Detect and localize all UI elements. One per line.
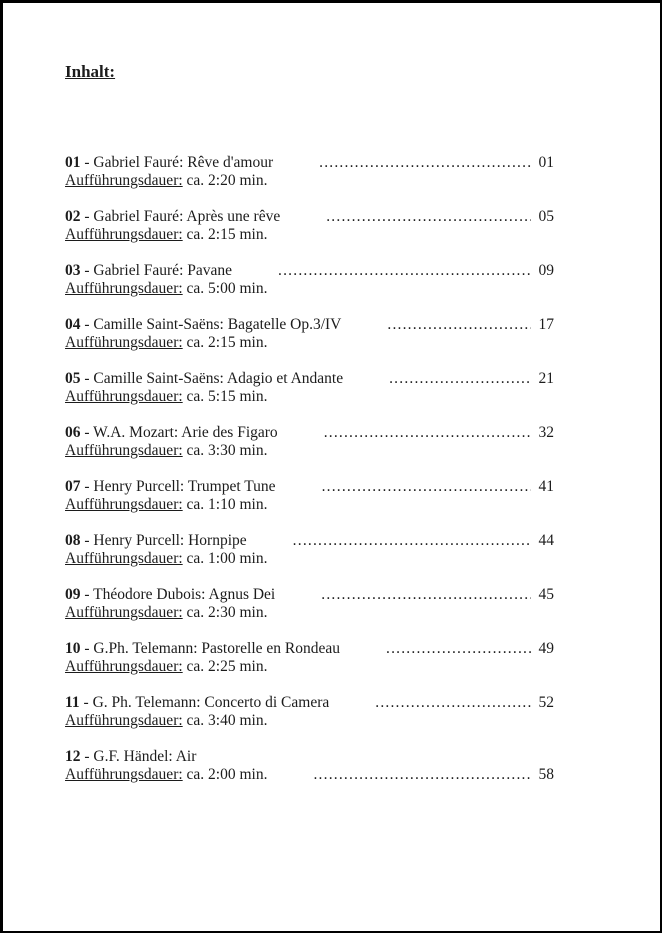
track-number: 10 [65, 640, 81, 657]
track-number: 03 [65, 262, 81, 279]
page-number: 49 [538, 640, 554, 657]
track-number: 11 [65, 694, 80, 711]
track-number: 07 [65, 478, 81, 495]
toc-entry-duration-line [65, 496, 554, 514]
page-number: 52 [538, 694, 554, 711]
separator: - [80, 316, 94, 333]
duration-value: ca. 1:00 min. [186, 550, 268, 567]
track-title-text [65, 424, 278, 442]
dot-leader [322, 478, 531, 496]
toc-list [65, 154, 554, 784]
dot-leader [386, 640, 531, 658]
duration-label: Aufführungsdauer: [65, 172, 183, 189]
duration-value: ca. 3:30 min. [186, 442, 268, 459]
duration-value: ca. 2:20 min. [186, 172, 268, 189]
page-number: 21 [538, 370, 554, 387]
separator: - [80, 478, 94, 495]
dot-leader [319, 154, 531, 172]
duration-label: Aufführungsdauer: [65, 658, 183, 675]
duration-text [65, 388, 267, 406]
track-number: 05 [65, 370, 81, 387]
separator: - [80, 586, 94, 603]
toc-entry-duration-line [65, 280, 554, 298]
track-title: Henry Purcell: Hornpipe [93, 532, 247, 549]
toc-entry-title-line [65, 424, 554, 442]
track-number: 09 [65, 586, 81, 603]
toc-entry-title-line [65, 694, 554, 712]
toc-entry-title-line [65, 154, 554, 172]
toc-entry-title-line [65, 262, 554, 280]
separator: - [80, 532, 94, 549]
track-title-text [65, 154, 273, 172]
duration-label: Aufführungsdauer: [65, 226, 183, 243]
toc-entry-title-line [65, 316, 554, 334]
track-title: Gabriel Fauré: Pavane [93, 262, 233, 279]
separator: - [80, 748, 94, 765]
duration-text [65, 334, 267, 352]
dot-leader [375, 694, 531, 712]
track-title-text [65, 532, 247, 550]
track-title: Gabriel Fauré: Après une rêve [93, 208, 281, 225]
duration-label: Aufführungsdauer: [65, 496, 183, 513]
separator: - [79, 694, 93, 711]
duration-text [65, 172, 267, 190]
duration-label: Aufführungsdauer: [65, 442, 183, 459]
duration-label: Aufführungsdauer: [65, 388, 183, 405]
track-title: Camille Saint-Saëns: Adagio et Andante [93, 370, 344, 387]
toc-entry-duration-line [65, 172, 554, 190]
duration-text [65, 658, 267, 676]
duration-label: Aufführungsdauer: [65, 280, 183, 297]
track-number: 06 [65, 424, 81, 441]
track-number: 12 [65, 748, 81, 765]
duration-value: ca. 2:15 min. [186, 226, 268, 243]
track-title-text [65, 640, 340, 658]
track-number: 04 [65, 316, 81, 333]
toc-entry [65, 154, 554, 190]
duration-label: Aufführungsdauer: [65, 604, 183, 621]
toc-entry [65, 262, 554, 298]
dot-leader [321, 586, 531, 604]
track-title: Henry Purcell: Trumpet Tune [93, 478, 276, 495]
toc-entry-duration-line [65, 766, 554, 784]
track-title: G.F. Händel: Air [93, 748, 197, 765]
duration-value: ca. 2:25 min. [186, 658, 268, 675]
toc-entry-title-line [65, 370, 554, 388]
toc-entry [65, 424, 554, 460]
separator: - [80, 424, 94, 441]
duration-value: ca. 1:10 min. [186, 496, 268, 513]
track-title: Gabriel Fauré: Rêve d'amour [93, 154, 274, 171]
toc-entry [65, 208, 554, 244]
toc-entry-duration-line [65, 550, 554, 568]
page-number: 17 [538, 316, 554, 333]
track-number: 02 [65, 208, 81, 225]
toc-entry [65, 586, 554, 622]
toc-entry-duration-line [65, 604, 554, 622]
dot-leader [326, 208, 531, 226]
track-title: Théodore Dubois: Agnus Dei [93, 586, 276, 603]
track-title-text [65, 478, 276, 496]
track-title: G. Ph. Telemann: Concerto di Camera [92, 694, 330, 711]
track-title-text [65, 694, 329, 712]
page-title: Inhalt: [65, 62, 116, 81]
track-title: W.A. Mozart: Arie des Figaro [93, 424, 278, 441]
toc-entry [65, 478, 554, 514]
duration-text [65, 712, 267, 730]
separator: - [80, 640, 94, 657]
duration-text [65, 604, 267, 622]
track-title-text [65, 370, 343, 388]
separator: - [80, 154, 94, 171]
duration-value: ca. 3:40 min. [186, 712, 268, 729]
duration-text [65, 226, 267, 244]
page-number: 09 [538, 262, 554, 279]
duration-value: ca. 2:15 min. [186, 334, 268, 351]
toc-entry-duration-line [65, 658, 554, 676]
duration-text [65, 550, 267, 568]
page-number: 45 [538, 586, 554, 603]
duration-text [65, 442, 267, 460]
duration-label: Aufführungsdauer: [65, 712, 183, 729]
toc-entry-title-line [65, 478, 554, 496]
track-number: 08 [65, 532, 81, 549]
duration-text [65, 496, 267, 514]
toc-entry-duration-line [65, 334, 554, 352]
toc-entry-title-line [65, 208, 554, 226]
toc-entry-duration-line [65, 712, 554, 730]
page-number: 44 [538, 532, 554, 549]
toc-entry [65, 640, 554, 676]
page-number: 01 [538, 154, 554, 171]
toc-entry [65, 532, 554, 568]
track-title: G.Ph. Telemann: Pastorelle en Rondeau [93, 640, 340, 657]
duration-text [65, 766, 267, 784]
page-number: 32 [538, 424, 554, 441]
track-title-text [65, 586, 275, 604]
dot-leader [389, 370, 531, 388]
toc-entry-duration-line [65, 388, 554, 406]
track-title-text [65, 262, 232, 280]
toc-entry-duration-line [65, 226, 554, 244]
track-number: 01 [65, 154, 81, 171]
separator: - [80, 262, 94, 279]
track-title-text [65, 208, 280, 226]
track-title: Camille Saint-Saëns: Bagatelle Op.3/IV [93, 316, 342, 333]
toc-entry [65, 694, 554, 730]
duration-value: ca. 5:15 min. [186, 388, 268, 405]
duration-text [65, 280, 267, 298]
dot-leader [387, 316, 531, 334]
page-number: 05 [538, 208, 554, 225]
duration-value: ca. 2:30 min. [186, 604, 268, 621]
separator: - [80, 370, 94, 387]
track-title-text [65, 748, 196, 766]
toc-entry [65, 316, 554, 352]
dot-leader [324, 424, 531, 442]
duration-value: ca. 5:00 min. [186, 280, 268, 297]
toc-entry [65, 748, 554, 784]
separator: - [80, 208, 94, 225]
toc-entry-duration-line [65, 442, 554, 460]
dot-leader [293, 532, 531, 550]
dot-leader [278, 262, 531, 280]
toc-entry-title-line [65, 748, 554, 766]
duration-value: ca. 2:00 min. [186, 766, 268, 783]
duration-label: Aufführungsdauer: [65, 334, 183, 351]
page-number: 41 [538, 478, 554, 495]
dot-leader [313, 766, 531, 784]
track-title-text [65, 316, 341, 334]
duration-label: Aufführungsdauer: [65, 550, 183, 567]
toc-entry-title-line [65, 586, 554, 604]
toc-entry-title-line [65, 532, 554, 550]
toc-entry-title-line [65, 640, 554, 658]
page-number: 58 [538, 766, 554, 783]
toc-entry [65, 370, 554, 406]
duration-label: Aufführungsdauer: [65, 766, 183, 783]
